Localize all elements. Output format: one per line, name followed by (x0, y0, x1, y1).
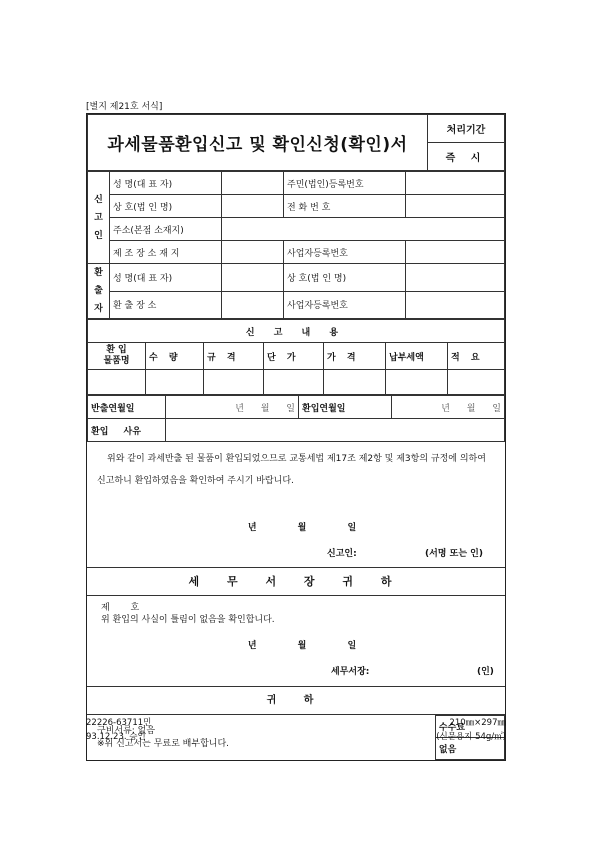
sign-note: (서명 또는 인) (425, 549, 483, 559)
form-number: 22226-63711민 93.12.23. 승인 (86, 718, 152, 742)
reporter-phone-label: 전 화 번 호 (284, 195, 406, 218)
reporter-bizno-label: 사업자등록번호 (284, 241, 406, 264)
party-table (87, 171, 505, 319)
in-date-field[interactable]: 년 월 일 (392, 396, 505, 419)
col-item-name: 환 입 물품명 (88, 343, 146, 370)
col-tax: 납부세액 (386, 343, 448, 370)
statement-block (87, 442, 505, 568)
out-date-label: 반출연월일 (88, 396, 166, 419)
reporter-company-field[interactable] (222, 195, 284, 218)
in-date-label: 환입연월일 (299, 396, 392, 419)
statement-text: 위와 같이 과세반출 된 물품이 환입되었으므로 교통세법 제17조 제2항 및 제3항의 규정에 의하여 신고하니 환입하였음을 확인하여 주시기 바랍니다. (97, 454, 486, 486)
remarks-cell[interactable] (448, 370, 505, 395)
confirm-date: 년 월 일 (247, 641, 357, 651)
reporter-id-label: 주민(법인)등록번호 (284, 172, 406, 195)
form-title: 과세물품환입신고 및 확인신청(확인)서 (88, 115, 428, 171)
tax-cell[interactable] (386, 370, 448, 395)
reason-field[interactable] (166, 419, 505, 442)
addressee: 세 무 서 장 귀 하 (87, 568, 505, 596)
content-table (87, 319, 505, 395)
returner-bizno-field[interactable] (406, 291, 505, 319)
statement-date: 년 월 일 (247, 523, 357, 533)
officer-seal: (인) (477, 667, 494, 677)
reporter-address-label: 주소(본점 소재지) (110, 218, 222, 241)
confirm-block (87, 596, 505, 687)
addressee-2: 귀 하 (87, 687, 505, 715)
form-caption: [별지 제21호 서식] (86, 102, 163, 112)
out-date-field[interactable]: 년 월 일 (166, 396, 299, 419)
unit-price-cell[interactable] (264, 370, 324, 395)
returner-place-label: 환 출 장 소 (110, 291, 222, 319)
reporter-bizno-field[interactable] (406, 241, 505, 264)
signer-label: 신고인: (327, 549, 357, 559)
spec-cell[interactable] (204, 370, 264, 395)
reporter-name-label: 성 명(대 표 자) (110, 172, 222, 195)
returner-place-field[interactable] (222, 291, 284, 319)
paper-spec: 210㎜×297㎜ (신문용지 54g/㎡) (436, 718, 506, 742)
fee-label: 수수료 (435, 716, 504, 738)
returner-company-label: 상 호(법 인 명) (284, 264, 406, 292)
reporter-id-field[interactable] (406, 172, 505, 195)
returner-name-field[interactable] (222, 264, 284, 292)
col-remarks: 적 요 (448, 343, 505, 370)
col-spec: 규 격 (204, 343, 264, 370)
reporter-name-field[interactable] (222, 172, 284, 195)
col-quantity: 수 량 (146, 343, 204, 370)
reporter-side-label: 신 고 인 (88, 172, 110, 264)
confirm-number: 제 호 (101, 603, 140, 613)
free-note: ※위 신고서는 무료로 배부합니다. (97, 738, 230, 749)
fee-value: 없음 (435, 738, 504, 760)
reporter-address-field[interactable] (222, 218, 505, 241)
reporter-factory-label: 제 조 장 소 재 지 (110, 241, 222, 264)
returner-side-label: 환 출 자 (88, 264, 110, 319)
processing-value: 즉 시 (428, 143, 505, 171)
confirm-text: 위 환입의 사실이 틀림이 없음을 확인합니다. (101, 615, 275, 625)
item-name-cell[interactable] (88, 370, 146, 395)
col-price: 가 격 (324, 343, 386, 370)
report-content-header: 신 고 내 용 (88, 320, 505, 343)
returner-name-label: 성 명(대 표 자) (110, 264, 222, 292)
reporter-factory-field[interactable] (222, 241, 284, 264)
price-cell[interactable] (324, 370, 386, 395)
reason-label: 환입 사유 (88, 419, 166, 442)
header-table (87, 114, 505, 171)
col-unit-price: 단 가 (264, 343, 324, 370)
reporter-phone-field[interactable] (406, 195, 505, 218)
form (86, 113, 506, 761)
processing-label: 처리기간 (428, 115, 505, 143)
officer-label: 세무서장: (331, 667, 370, 677)
returner-company-field[interactable] (406, 264, 505, 292)
docs-line: 구비서류: 없음 (97, 725, 156, 736)
reporter-company-label: 상 호(법 인 명) (110, 195, 222, 218)
quantity-cell[interactable] (146, 370, 204, 395)
returner-bizno-label: 사업자등록번호 (284, 291, 406, 319)
dates-table (87, 395, 505, 442)
